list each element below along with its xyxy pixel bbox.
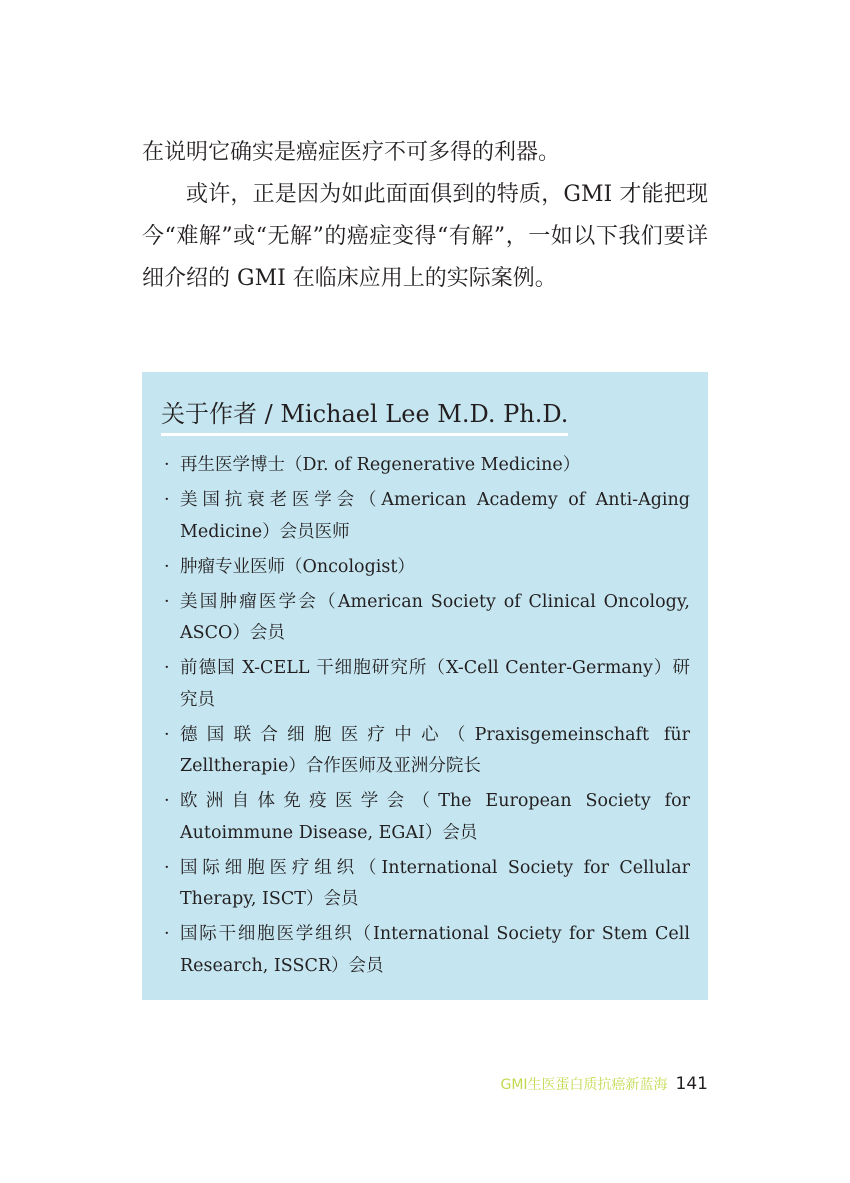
credential-item <box>160 653 690 716</box>
credential-item <box>160 450 690 482</box>
body-paragraph-1: 在说明它确实是癌症医疗不可多得的利器。 <box>142 140 561 165</box>
bullet-mark: · <box>164 455 170 475</box>
credential-text: 美国肿瘤医学会（American Society of Clinical Oncology, ASCO）会员 <box>180 591 690 643</box>
credential-text: 前德国 X-CELL 干细胞研究所（X-Cell Center-Germany）研究员 <box>180 658 690 710</box>
credential-item <box>160 587 690 650</box>
credential-text: 再生医学博士（Dr. of Regenerative Medicine） <box>180 455 581 475</box>
author-heading: 关于作者 / Michael Lee M.D. Ph.D. <box>161 398 568 436</box>
book-title: GMI生医蛋白质抗癌新蓝海 <box>500 1077 668 1093</box>
page-number: 141 <box>675 1074 708 1094</box>
bullet-mark: · <box>164 490 170 510</box>
bullet-mark: · <box>164 724 170 745</box>
credential-text: 国际细胞医疗组织（International Society for Cellular Therapy, ISCT）会员 <box>180 857 690 909</box>
credential-text: 欧洲自体免疫医学会（The European Society for Autoimmune Disease, EGAI）会员 <box>180 791 690 843</box>
bullet-mark: · <box>164 591 170 612</box>
credential-text: 国际干细胞医学组织（International Society for Stem Cell Research, ISSCR）会员 <box>180 924 690 976</box>
author-info-box <box>142 372 708 1000</box>
credential-text: 美国抗衰老医学会（American Academy of Anti-Aging Medicine）会员医师 <box>180 490 690 542</box>
credential-item <box>160 552 690 584</box>
bullet-mark: · <box>164 556 170 577</box>
body-text <box>142 132 708 300</box>
credential-list <box>160 450 690 982</box>
credential-text: 肿瘤专业医师（Oncologist） <box>180 556 415 577</box>
bullet-mark: · <box>164 924 170 944</box>
bullet-mark: · <box>164 658 170 678</box>
credential-text: 德国联合细胞医疗中心（Praxisgemeinschaft für Zelltherapie）合作医师及亚洲分院长 <box>180 724 690 776</box>
bullet-mark: · <box>164 857 170 878</box>
credential-item <box>160 720 690 783</box>
credential-item <box>160 853 690 916</box>
page-footer <box>500 1072 708 1096</box>
bullet-mark: · <box>164 791 170 811</box>
credential-item <box>160 786 690 849</box>
credential-item <box>160 919 690 982</box>
body-paragraph-2: 或许，正是因为如此面面俱到的特质，GMI 才能把现今“难解”或“无解”的癌症变得“有解”，一如以下我们要详细介绍的 GMI 在临床应用上的实际案例。 <box>142 182 708 291</box>
credential-item <box>160 485 690 548</box>
